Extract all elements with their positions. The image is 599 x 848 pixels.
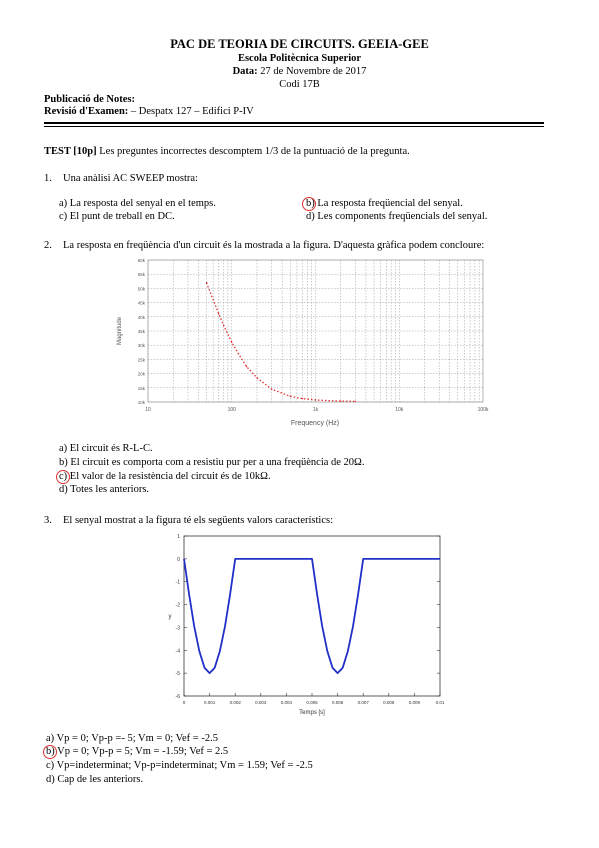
chart2-xtick-label: 0.003 [255, 700, 267, 705]
review-label: Revisió d'Examen: [44, 106, 129, 117]
chart2-ytick-label: -2 [175, 602, 180, 609]
chart1-xtick-label: 1k [312, 407, 319, 413]
chart2-ytick-label: 0 [177, 556, 180, 563]
header-rule-thin [44, 126, 544, 127]
header-rule-thick [44, 122, 544, 124]
q1-option-a: a) La resposta del senyal en el temps. [59, 198, 216, 209]
chart1-ytick-label: 35k [137, 329, 145, 334]
q1-number: 1. [44, 173, 52, 184]
frequency-response-chart [108, 255, 493, 430]
review-line [44, 106, 254, 117]
q2-number: 2. [44, 240, 52, 251]
chart2-ytick-label: -5 [175, 671, 180, 678]
date-label: Data: [232, 66, 258, 77]
chart2-xtick-label: 0.009 [408, 700, 421, 705]
chart2-xtick-label: 0.001 [203, 700, 216, 705]
chart2-ytick-label: -4 [175, 648, 180, 655]
chart1-point [290, 396, 291, 397]
chart1-point [206, 282, 207, 283]
time-signal-chart [160, 528, 450, 718]
chart1-ytick-label: 20k [137, 371, 145, 377]
chart1-ytick-label: 15k [137, 385, 145, 391]
chart1-ytick-label: 60k [137, 258, 145, 263]
chart2-xtick-label: 0.007 [357, 700, 369, 705]
chart1-xtick-label: 100k [477, 407, 489, 413]
chart1-xtick-label: 100 [227, 407, 236, 413]
q2-option-a: a) El circuit és R-L-C. [59, 443, 153, 454]
document-title: PAC DE TEORIA DE CIRCUITS. GEEIA-GEE [170, 37, 429, 51]
chart2-xlabel: Temps [s] [299, 710, 325, 716]
chart1-y-ticks [138, 258, 146, 405]
chart1-point [256, 377, 257, 378]
q1-option-c: c) El punt de treball en DC. [59, 211, 175, 222]
chart1-point [315, 399, 316, 400]
chart1-point [212, 299, 213, 300]
q3-option-d: d) Cap de les anteriors. [46, 774, 144, 785]
chart1-ylabel: Magnitude [117, 316, 123, 346]
chart1-line [207, 283, 356, 402]
q2-option-c: c) El valor de la resistència del circuit és de 10kΩ. [59, 471, 271, 482]
chart2-ytick-label: -6 [175, 694, 180, 700]
q3-option-b: b) Vp = 0; Vp-p = 5; Vm = -1.59; Vef = 2.5 [46, 746, 229, 757]
chart1-ytick-label: 10k [137, 400, 145, 405]
date-value: 27 de Novembre de 2017 [260, 66, 367, 77]
chart2-ytick-label: -1 [175, 579, 180, 586]
q1-text: Una anàlisi AC SWEEP mostra: [63, 173, 198, 184]
q3-number: 3. [44, 515, 52, 526]
chart1-point [231, 342, 232, 343]
chart2-xtick-label: 0.006 [331, 700, 344, 705]
chart2-xtick-label: 0.005 [306, 700, 318, 705]
q1-answer-circle [302, 197, 316, 211]
chart1-point [246, 366, 247, 367]
chart2-xtick-label: 0 [182, 700, 186, 705]
q2-text: La resposta en freqüència d'un circuit és la mostrada a la figura. D'aquesta gràfica podem concloure: [63, 240, 485, 251]
chart1-point [271, 389, 272, 390]
chart1-xtick-label: 10 [145, 407, 151, 413]
chart1-x-ticks [145, 407, 489, 413]
chart2-xtick-label: 0.008 [383, 700, 395, 705]
chart2-ytick-label: -3 [175, 625, 180, 632]
chart1-grid [148, 260, 483, 402]
exam-date [0, 66, 599, 77]
chart2-ylabel: y [168, 614, 172, 620]
chart2-xtick-label: 0.002 [229, 700, 241, 705]
chart2-xtick-label: 0.004 [280, 700, 293, 705]
q3-option-a: a) Vp = 0; Vp-p =- 5; Vm = 0; Vef = -2.5 [46, 733, 218, 744]
test-label: TEST [10p] [44, 146, 97, 157]
chart1-ytick-label: 55k [137, 272, 145, 278]
chart2-xtick-label: 0.01 [435, 700, 445, 705]
chart1-point [355, 401, 356, 402]
q1-option-b: b) La resposta freqüencial del senyal. [306, 198, 463, 209]
chart1-series [206, 282, 356, 402]
chart2-ytick-label: 1 [177, 534, 180, 540]
chart1-point [302, 398, 303, 399]
q1-option-d: d) Les components freqüencials del senyal. [306, 211, 488, 222]
chart1-point [218, 313, 219, 314]
chart1-ytick-label: 30k [137, 343, 145, 349]
chart1-point [223, 325, 224, 326]
q2-option-d: d) Totes les anteriors. [59, 484, 150, 495]
chart1-ytick-label: 45k [137, 300, 145, 306]
q2-answer-circle [56, 470, 70, 484]
chart1-ytick-label: 50k [137, 286, 145, 292]
chart1-xlabel: Frequency (Hz) [290, 420, 340, 427]
chart1-point [340, 400, 341, 401]
test-intro [44, 146, 410, 157]
q3-option-c: c) Vp=indeterminat; Vp-p=indeterminat; Vm = 1.59; Vef = -2.5 [46, 760, 313, 771]
publication-label: Publicació de Notes: [44, 94, 135, 105]
chart1-ytick-label: 40k [137, 314, 145, 320]
chart1-ytick-label: 25k [137, 357, 145, 363]
test-instructions: Les preguntes incorrectes descomptem 1/3 de la puntuació de la pregunta. [99, 146, 410, 157]
exam-code: Codi 17B [279, 79, 320, 90]
chart1-point [238, 353, 239, 354]
q3-answer-circle [43, 745, 57, 759]
q3-text: El senyal mostrat a la figura té els següents valors característics: [63, 515, 333, 526]
school-name: Escola Politècnica Superior [237, 53, 362, 64]
review-value: – Despatx 127 – Edifici P-IV [130, 106, 254, 117]
q2-option-b: b) El circuit es comporta com a resistiu pur per a una freqüència de 20Ω. [59, 457, 365, 468]
chart1-xtick-label: 10k [395, 407, 404, 413]
